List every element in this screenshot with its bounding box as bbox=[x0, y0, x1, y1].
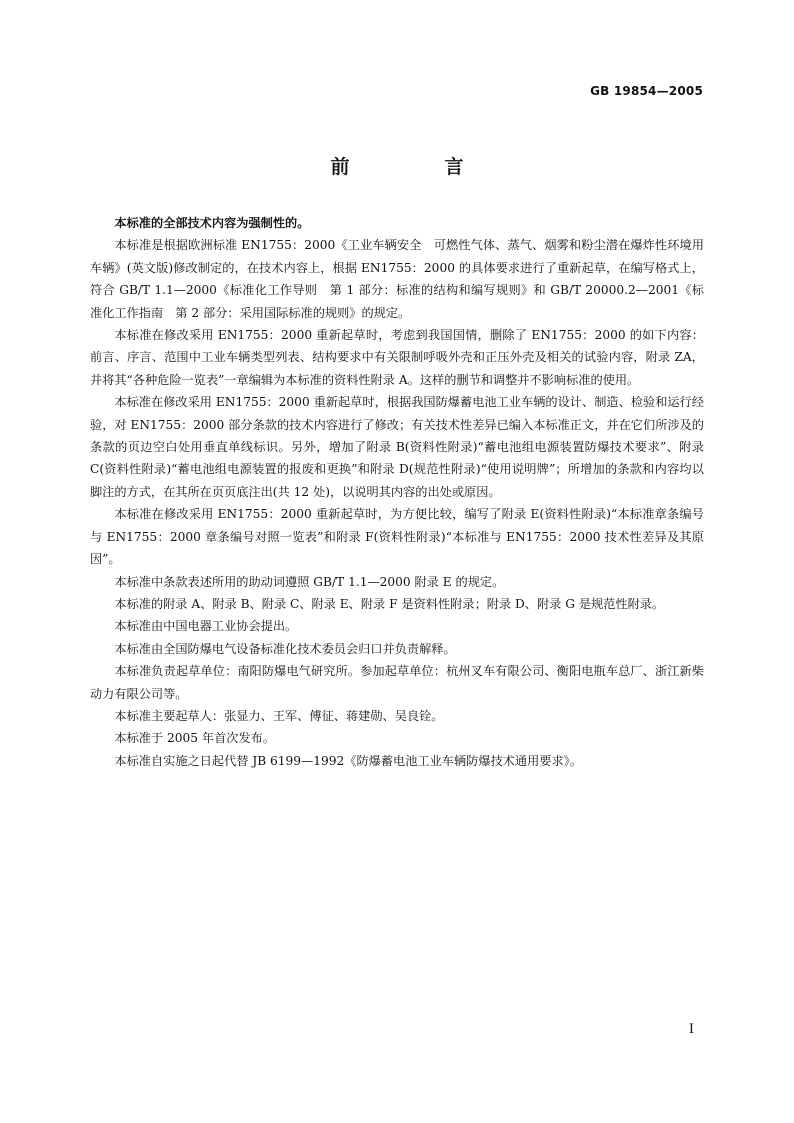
page-title: 前 言 bbox=[330, 156, 502, 178]
foreword-body bbox=[90, 212, 704, 772]
paragraph-comparison: 本标准在修改采用 EN1755：2000 重新起草时，为方便比较，编写了附录 E(资料性附录)“本标准章条编号与 EN1755：2000 章条编号对照一览表”和附录 F(资料性附录)“本标准与 EN1755：2000 技术性差异及其原因”。 bbox=[90, 507, 704, 567]
paragraph-replaces: 本标准自实施之日起代替 JB 6199—1992《防爆蓄电池工业车辆防爆技术通用要求》。 bbox=[114, 753, 582, 768]
mandatory-statement: 本标准的全部技术内容为强制性的。 bbox=[114, 216, 310, 230]
paragraph-basis: 本标准是根据欧洲标准 EN1755：2000《工业车辆安全 可燃性气体、蒸气、烟雾和粉尘潜在爆炸性环境用车辆》(英文版)修改制定的，在技术内容上，根据 EN1755：2000 的具体要求进行了重新起草，在编写格式上，符合 GB/T 1.1—2000《标准化工作导则 第 1 部分：标准的结构和编写规则》和 GB/T 20000.2—2001《标准化工作指南 第 2 部分：采用国际标准的规则》的规定。 bbox=[90, 238, 704, 320]
paragraph-auxiliary-verbs: 本标准中条款表述所用的助动词遵照 GB/T 1.1—2000 附录 E 的规定。 bbox=[114, 574, 505, 589]
paragraph-modifications: 本标准在修改采用 EN1755：2000 重新起草时，根据我国防爆蓄电池工业车辆的设计、制造、检验和运行经验，对 EN1755：2000 部分条款的技术内容进行了修改；有关技术性差异已编入本标准正文，并在它们所涉及的条款的页边空白处用垂直单线标识。另外，增加了附录 B(资料性附录)“蓄电池组电源装置防爆技术要求”、附录 C(资料性附录)“蓄电池组电源装置的报废和更换”和附录 D(规范性附录)“使用说明牌”；所增加的条款和内容均以脚注的方式，在其所在页页底注出(共 12 处)，以说明其内容的出处或原因。 bbox=[90, 395, 704, 499]
standard-code: GB 19854—2005 bbox=[590, 84, 703, 98]
paragraph-annexes: 本标准的附录 A、附录 B、附录 C、附录 E、附录 F 是资料性附录；附录 D、附录 G 是规范性附录。 bbox=[114, 596, 665, 611]
paragraph-first-issue: 本标准于 2005 年首次发布。 bbox=[114, 731, 276, 746]
paragraph-deletions: 本标准在修改采用 EN1755：2000 重新起草时，考虑到我国国情，删除了 EN1755：2000 的如下内容：前言、序言、范围中工业车辆类型列表、结构要求中有关限制呼吸外壳和正压外壳及相关的试验内容，附录 ZA，并将其“各种危险一览表”一章编辑为本标准的资料性附录 A。这样的删节和调整并不影响标准的使用。 bbox=[90, 328, 704, 387]
paragraph-proposer: 本标准由中国电器工业协会提出。 bbox=[114, 619, 298, 634]
paragraph-committee: 本标准由全国防爆电气设备标准化技术委员会归口并负责解释。 bbox=[114, 641, 456, 656]
paragraph-drafters: 本标准主要起草人：张显力、王军、傅征、蒋建勋、吴良铨。 bbox=[114, 708, 444, 723]
paragraph-drafting-units: 本标准负责起草单位：南阳防爆电气研究所。参加起草单位：杭州叉车有限公司、衡阳电瓶车总厂、浙江新柴动力有限公司等。 bbox=[90, 664, 704, 701]
page-number: I bbox=[688, 1022, 694, 1037]
